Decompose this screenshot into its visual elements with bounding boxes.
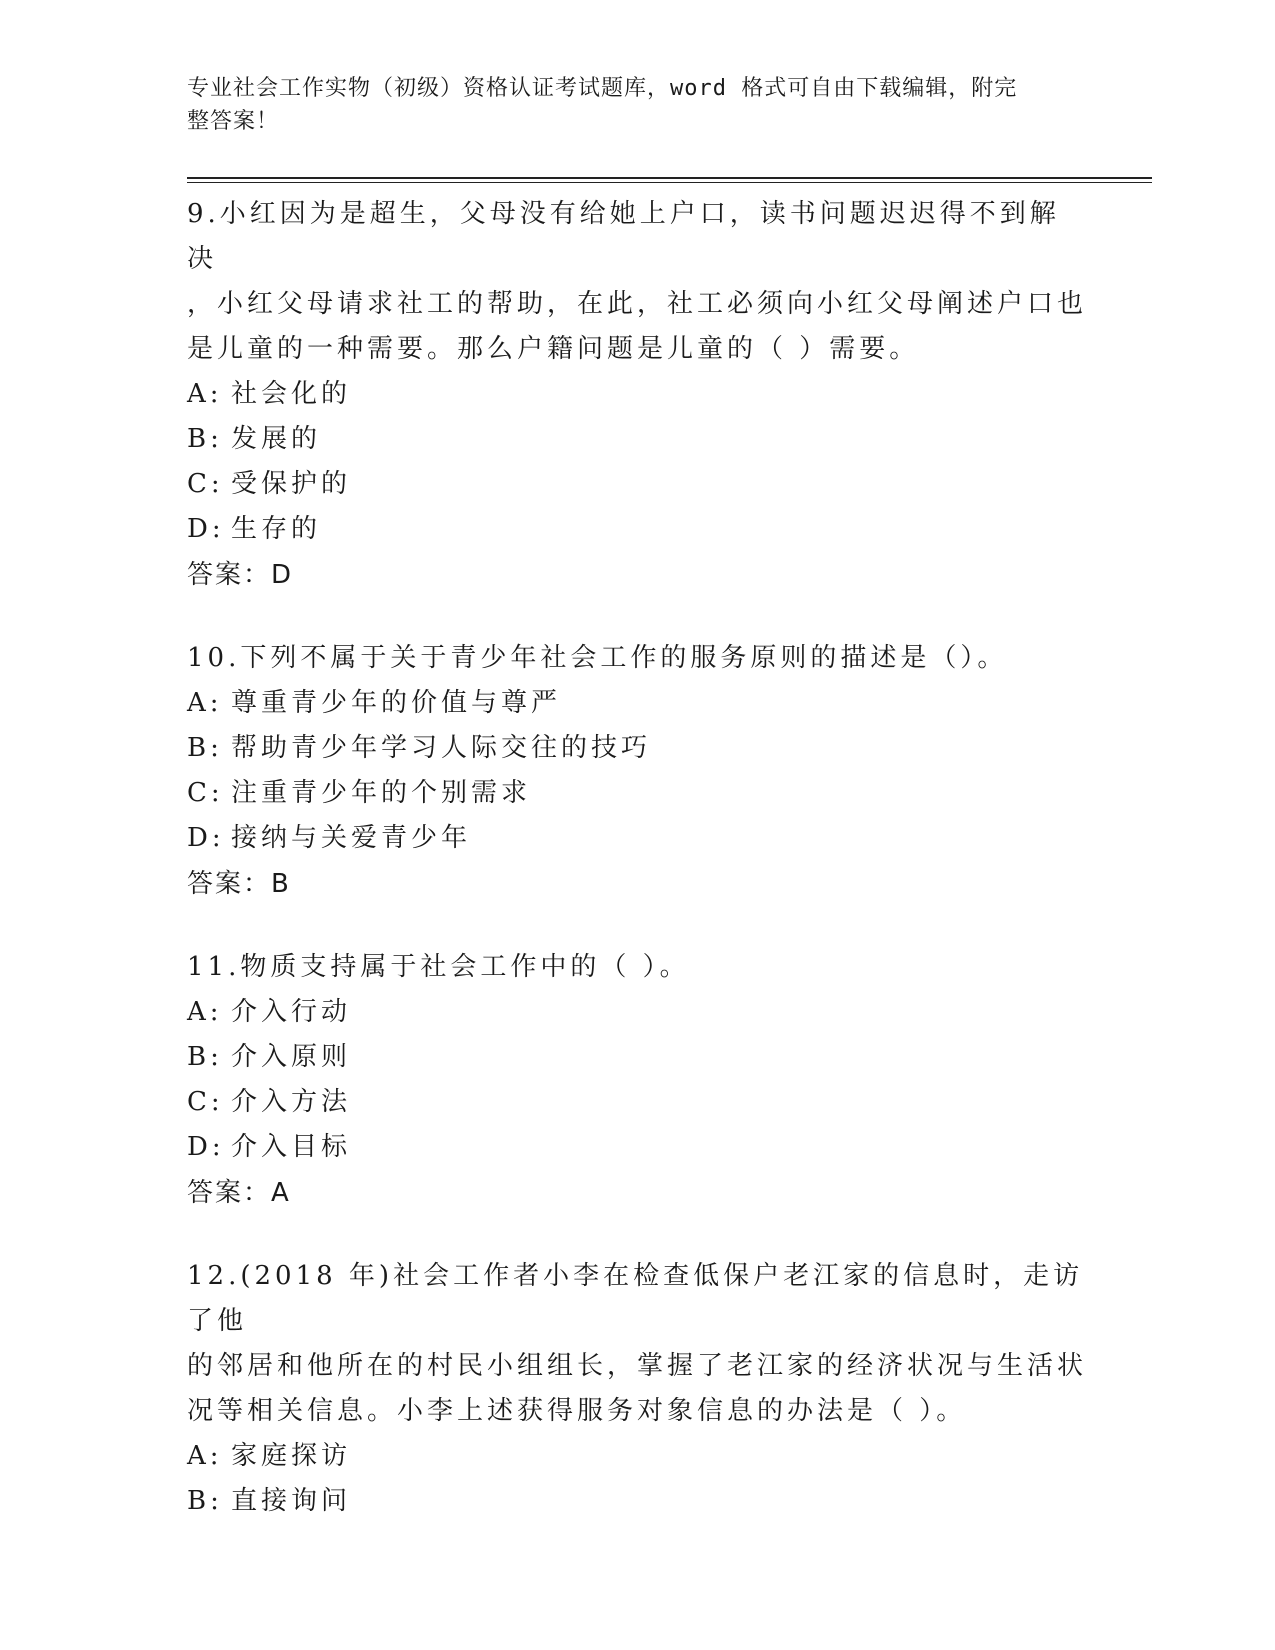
- option-key: A:: [187, 688, 223, 718]
- option-text: 介入方法: [231, 1087, 352, 1117]
- option-b: [187, 726, 1087, 771]
- header-divider-thin: [187, 182, 1152, 183]
- option-c: [187, 771, 1087, 816]
- option-d: [187, 1125, 1087, 1170]
- answer-line: 答案：A: [187, 1178, 291, 1208]
- option-key: A:: [187, 379, 223, 409]
- question-list: [187, 192, 1087, 1562]
- question-stem-line: 12.(2018 年)社会工作者小李在检查低保户老江家的信息时，走访了他: [187, 1261, 1084, 1336]
- document-header: [187, 72, 1067, 138]
- option-text: 家庭探访: [231, 1441, 352, 1471]
- option-key: D:: [187, 823, 225, 853]
- question-stem-line: 况等相关信息。小李上述获得服务对象信息的办法是（ ）。: [187, 1396, 967, 1426]
- option-b: [187, 417, 1087, 462]
- option-a: [187, 372, 1087, 417]
- option-key: B:: [187, 424, 223, 454]
- option-a: [187, 681, 1087, 726]
- option-text: 帮助青少年学习人际交往的技巧: [231, 733, 652, 763]
- option-key: A:: [187, 997, 223, 1027]
- option-text: 介入行动: [231, 997, 352, 1027]
- option-c: [187, 462, 1087, 507]
- option-text: 生存的: [231, 514, 322, 544]
- question-stem-line: 11.物质支持属于社会工作中的（ ）。: [187, 952, 690, 982]
- option-key: C:: [187, 469, 224, 499]
- question-stem-line: 9.小红因为是超生，父母没有给她上户口，读书问题迟迟得不到解决: [187, 199, 1060, 274]
- option-text: 注重青少年的个别需求: [231, 778, 532, 808]
- header-divider-thick: [187, 177, 1152, 179]
- option-text: 介入目标: [231, 1132, 352, 1162]
- option-key: C:: [187, 778, 224, 808]
- option-a: [187, 1434, 1087, 1479]
- option-text: 直接询问: [231, 1486, 352, 1516]
- option-a: [187, 990, 1087, 1035]
- option-key: A:: [187, 1441, 223, 1471]
- question-11: [187, 945, 1087, 1216]
- option-key: D:: [187, 514, 225, 544]
- question-stem-line: 10.下列不属于关于青少年社会工作的服务原则的描述是（）。: [187, 643, 1008, 673]
- question-stem-line: 的邻居和他所在的村民小组组长，掌握了老江家的经济状况与生活状: [187, 1351, 1088, 1381]
- option-key: D:: [187, 1132, 225, 1162]
- question-10: [187, 636, 1087, 907]
- option-b: [187, 1035, 1087, 1080]
- option-key: B:: [187, 1486, 223, 1516]
- answer-line: 答案：D: [187, 560, 294, 590]
- question-stem-line: 是儿童的一种需要。那么户籍问题是儿童的（ ）需要。: [187, 334, 920, 364]
- option-key: B:: [187, 733, 223, 763]
- option-text: 介入原则: [231, 1042, 352, 1072]
- option-text: 社会化的: [231, 379, 352, 409]
- option-text: 尊重青少年的价值与尊严: [231, 688, 562, 718]
- question-12: [187, 1254, 1087, 1524]
- option-text: 接纳与关爱青少年: [231, 823, 472, 853]
- header-line-1: 专业社会工作实物（初级）资格认证考试题库，word 格式可自由下载编辑，附完: [187, 76, 1018, 101]
- option-text: 受保护的: [231, 469, 352, 499]
- answer-line: 答案：B: [187, 869, 291, 899]
- question-stem-line: ，小红父母请求社工的帮助，在此，社工必须向小红父母阐述户口也: [187, 289, 1088, 319]
- option-text: 发展的: [231, 424, 322, 454]
- option-key: C:: [187, 1087, 224, 1117]
- option-d: [187, 816, 1087, 861]
- option-c: [187, 1080, 1087, 1125]
- header-line-2: 整答案！: [187, 109, 280, 134]
- option-b: [187, 1479, 1087, 1524]
- question-9: [187, 192, 1087, 598]
- option-d: [187, 507, 1087, 552]
- option-key: B:: [187, 1042, 223, 1072]
